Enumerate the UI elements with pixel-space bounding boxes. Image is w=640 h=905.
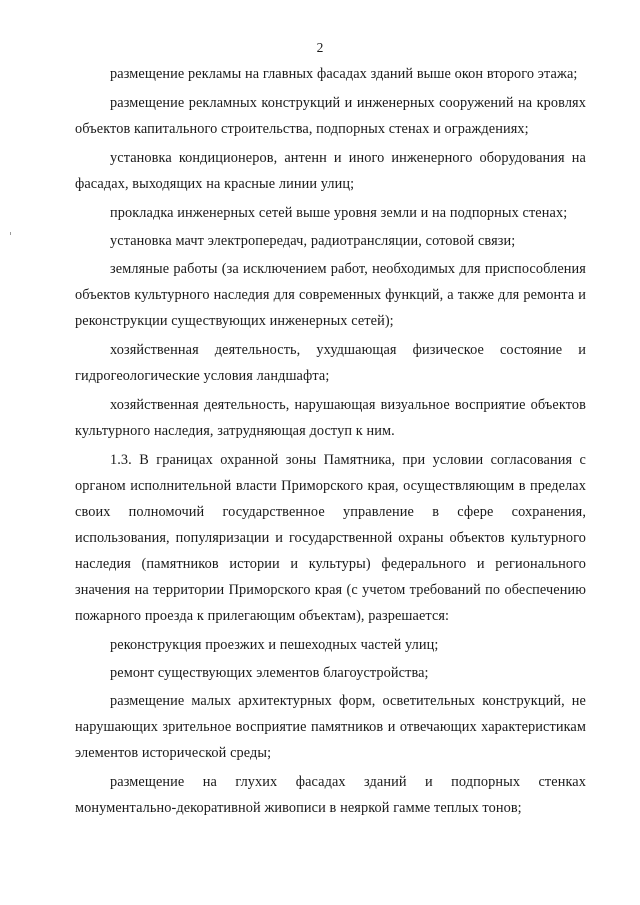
paragraph-advertising-facades: размещение рекламы на главных фасадах зданий выше окон второго этажа; [110,66,578,82]
page-number: 2 [316,40,324,55]
paragraph-earthworks: земляные работы (за исключением работ, необходимых для приспособления объектов культурного наследия для современных функций, а также для ремонта и реконструкции существующих инженерных сетей); [75,261,586,329]
paragraph-engineering-networks: прокладка инженерных сетей выше уровня земли и на подпорных стенах; [110,205,568,221]
scan-mark [10,232,11,235]
paragraph-visual-activity: хозяйственная деятельность, нарушающая визуальное восприятие объектов культурного наследия, затрудняющая доступ к ним. [75,397,586,439]
document-body [75,61,586,824]
paragraph-landscape-activity: хозяйственная деятельность, ухудшающая физическое состояние и гидрогеологические условия ландшафта; [75,342,586,384]
paragraph-landscaping-repair: ремонт существующих элементов благоустройства; [110,665,429,681]
paragraph-masts: установка мачт электропередач, радиотрансляции, сотовой связи; [110,233,516,249]
paragraph-air-conditioners: установка кондиционеров, антенн и иного инженерного оборудования на фасадах, выходящих на красные линии улиц; [75,150,586,192]
paragraph-wall-painting: размещение на глухих фасадах зданий и подпорных стенках монументально-декоративной живописи в неяркой гамме теплых тонов; [75,774,586,816]
paragraph-section-1-3: 1.3. В границах охранной зоны Памятника, при условии согласования с органом исполнительной власти Приморского края, осуществляющим в пределах своих полномочий государственное управление в сфере сохранения, использования, популяризации и государственной охраны объектов культурного наследия (памятников истории и культуры) федерального и регионального значения на территории Приморского края (с учетом требований по обеспечению пожарного проезда к прилегающим объектам), разрешается: [75,452,586,624]
paragraph-small-forms: размещение малых архитектурных форм, осветительных конструкций, не нарушающих зрительное восприятие памятников и отвечающих характеристикам элементов исторической среды; [75,693,586,761]
paragraph-street-reconstruction: реконструкция проезжих и пешеходных частей улиц; [110,637,439,653]
paragraph-advertising-roofs: размещение рекламных конструкций и инженерных сооружений на кровлях объектов капитального строительства, подпорных стенах и ограждениях; [75,95,586,137]
